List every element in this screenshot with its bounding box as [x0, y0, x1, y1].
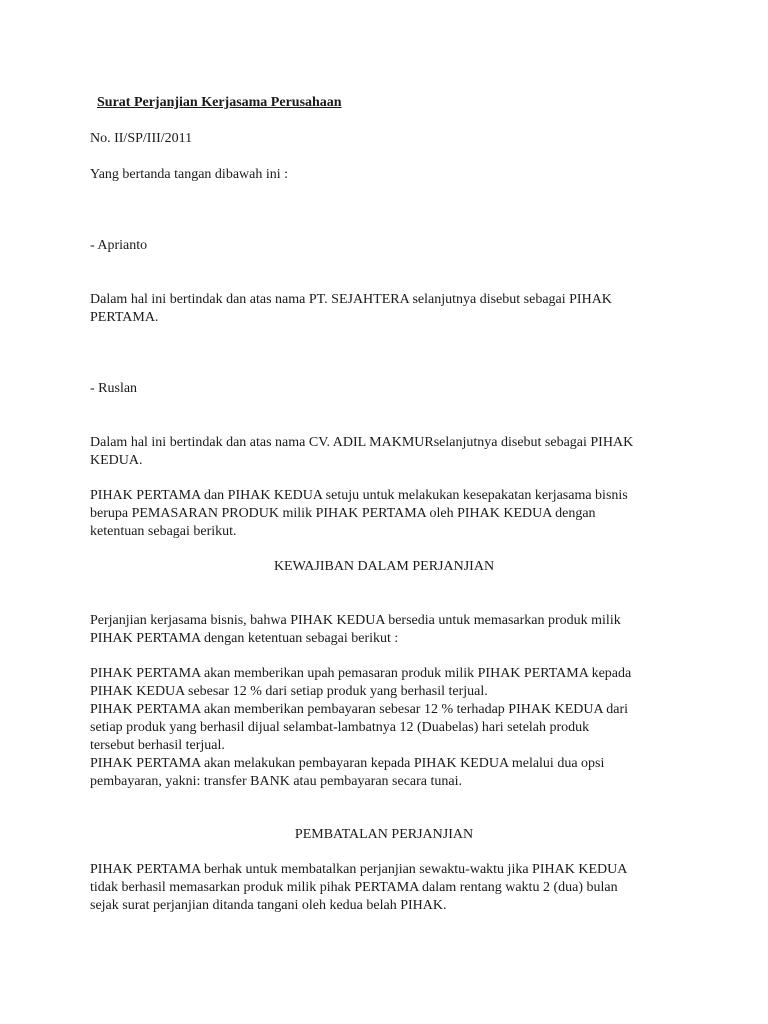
obligation-line: PIHAK PERTAMA akan memberikan pembayaran sebesar 12 % terhadap PIHAK KEDUA dari — [90, 702, 629, 717]
obligation-intro-line: Perjanjian kerjasama bisnis, bahwa PIHAK KEDUA bersedia untuk memasarkan produk milik — [90, 613, 621, 628]
cancellation-line: sejak surat perjanjian ditanda tangani oleh kedua belah PIHAK. — [90, 898, 447, 913]
obligation-line: tersebut berhasil terjual. — [90, 738, 225, 753]
obligation-line: PIHAK KEDUA sebesar 12 % dari setiap produk yang berhasil terjual. — [90, 684, 488, 699]
agreement-line: berupa PEMASARAN PRODUK milik PIHAK PERTAMA oleh PIHAK KEDUA dengan — [90, 506, 596, 521]
party1-desc-line: Dalam hal ini bertindak dan atas nama PT. SEJAHTERA selanjutnya disebut sebagai PIHAK — [90, 292, 612, 307]
obligation-line: pembayaran, yakni: transfer BANK atau pembayaran secara tunai. — [90, 774, 463, 789]
cancellation-line: tidak berhasil memasarkan produk milik pihak PERTAMA dalam rentang waktu 2 (dua) bulan — [90, 880, 618, 895]
section-heading-obligations: KEWAJIBAN DALAM PERJANJIAN — [273, 559, 495, 574]
intro-text: Yang bertanda tangan dibawah ini : — [90, 167, 289, 182]
agreement-line: PIHAK PERTAMA dan PIHAK KEDUA setuju untuk melakukan kesepakatan kerjasama bisnis — [90, 488, 628, 503]
cancellation-line: PIHAK PERTAMA berhak untuk membatalkan perjanjian sewaktu-waktu jika PIHAK KEDUA — [90, 862, 628, 877]
section-heading-cancellation: PEMBATALAN PERJANJIAN — [294, 827, 474, 842]
obligation-line: setiap produk yang berhasil dijual selambat-lambatnya 12 (Duabelas) hari setelah produk — [90, 720, 590, 735]
party2-desc-line: Dalam hal ini bertindak dan atas nama CV. ADIL MAKMURselanjutnya disebut sebagai PIHAK — [90, 435, 634, 450]
party2-desc-line: KEDUA. — [90, 453, 143, 468]
obligation-line: PIHAK PERTAMA akan melakukan pembayaran kepada PIHAK KEDUA melalui dua opsi — [90, 756, 605, 771]
document-title: Surat Perjanjian Kerjasama Perusahaan — [97, 95, 342, 110]
obligation-line: PIHAK PERTAMA akan memberikan upah pemasaran produk milik PIHAK PERTAMA kepada — [90, 666, 632, 681]
obligation-intro-line: PIHAK PERTAMA dengan ketentuan sebagai berikut : — [90, 631, 399, 646]
document-number: No. II/SP/III/2011 — [90, 131, 193, 146]
party1-desc-line: PERTAMA. — [90, 310, 159, 325]
party2-name: - Ruslan — [90, 381, 138, 396]
agreement-line: ketentuan sebagai berikut. — [90, 524, 237, 539]
party1-name: - Aprianto — [90, 238, 148, 253]
